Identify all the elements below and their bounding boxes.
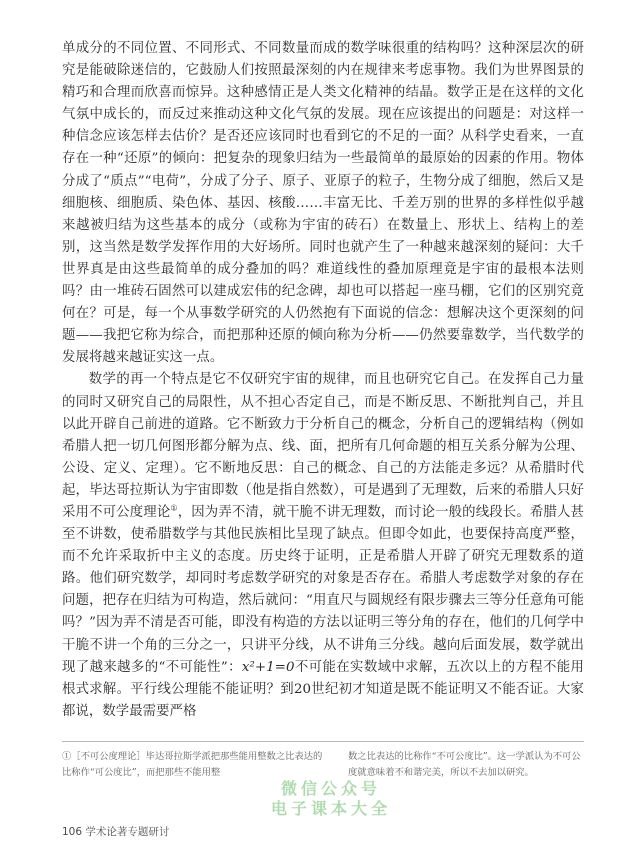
- page-footer: 106 学术论著专题研讨: [62, 826, 170, 838]
- footnote-right-column: 数之比表达的比称作“不可公度比”。这一学派认为不可公度就意味着不和谐完美，所以不去加以研究。: [348, 751, 581, 778]
- body-text: [62, 38, 584, 723]
- footnote-marker[interactable]: ①: [170, 503, 178, 513]
- paragraph-2-part-3: 不可能在实数域中求解，五次以上的方程不能用根式求解。平行线公理能不能证明？到20世纪初才知道是既不能证明又不能否证。大家都说，数学最需要严格: [62, 659, 584, 719]
- paragraph-2-part-2: ，因为弄不清，就干脆不讲无理数，而讨论一般的线段长。希腊人甚至不讲数，使希腊数学与其他民族相比呈现了缺点。但即令如此，也要保持高度严整，而不允许采取折中主义的态度。历史终于证明，正是希腊人开辟了研究无理数系的道路。他们研究数学，却同时考虑数学研究的对象是否存在。希腊人考虑数学对象的存在问题，把存在归结为可构造，然后就问：“用直尺与圆规经有限步骤去三等分任意角可能吗？”因为弄不清是否可能，即没有构造的方法以证明三等分角的存在，他们的几何学中干脆不讲一个角的三分之一，只讲平分线，从不讲角三分线。越向后面发展，数学就出现了越来越多的“不可能性”：: [62, 504, 584, 675]
- paragraph-1: 单成分的不同位置、不同形式、不同数量而成的数学味很重的结构吗？这种深层次的研究是能破除迷信的，它鼓励人们按照最深刻的内在规律来考虑事物。我们为世界图景的精巧和合理而欣喜而惊异。这种感情正是人类文化精神的结晶。数学正是在这样的文化气氛中成长的，而反过来推动这种文化气氛的发展。现在应该提出的问题是：对这样一种信念应该怎样去估价？是否还应该同时也看到它的不足的一面？从科学史看来，一直存在一种“还原”的倾向：把复杂的现象归结为一些最简单的最原始的因素的作用。物体分成了“质点”“电荷”，分成了分子、原子、亚原子的粒子，生物分成了细胞，然后又是细胞核、细胞质、染色体、基因、核酸……丰富无比、千差万别的世界的多样性似乎越来越被归结为这些基本的成分（或称为宇宙的砖石）在数量上、形状上、结构上的差别，这当然是数学发挥作用的大好场所。同时也就产生了一种越来越深刻的疑问：大千世界真是由这些最简单的成分叠加的吗？难道线性的叠加原理竟是宇宙的最根本法则吗？由一堆砖石固然可以建成宏伟的纪念碑，却也可以搭起一座马棚，它们的区别究竟何在？可是，每一个从事数学研究的人仍然抱有下面说的信念：想解决这个更深刻的问题——我把它称为综合，而把那种还原的倾向称为分析——仍然要靠数学，当代数学的发展将越来越证实这一点。: [62, 41, 584, 366]
- footnote-divider: [62, 741, 584, 742]
- watermark-line-2: 电子课本大全: [270, 799, 391, 818]
- footnote-left-column: ①［不可公度理论］毕达哥拉斯学派把那些能用整数之比表达的比称作“可公度比”，而把那些不能用整: [62, 751, 323, 778]
- equation-inline: x²+1=0: [241, 659, 295, 675]
- paragraph-2-part-1: 数学的再一个特点是它不仅研究宇宙的规律，而且也研究它自己。在发挥自己力量的同时又研究自己的局限性，从不担心否定自己，而是不断反思、不断批判自己，并且以此开辟自己前进的道路。它不断致力于分析自己的概念，分析自己的逻辑结构（例如希腊人把一切几何图形都分解为点、线、面，把所有几何命题的相互关系分解为公理、公设、定义、定理）。它不断地反思：自己的概念、自己的方法能走多远？从希腊时代起，毕达哥拉斯认为宇宙即数（他是指自然数），可是遇到了无理数，后来的希腊人只好采用不可公度理论: [62, 372, 584, 520]
- watermark: [256, 779, 406, 819]
- watermark-line-1: 微信公众号: [280, 779, 381, 798]
- footnote: [62, 749, 584, 781]
- paragraph-2: [62, 369, 584, 723]
